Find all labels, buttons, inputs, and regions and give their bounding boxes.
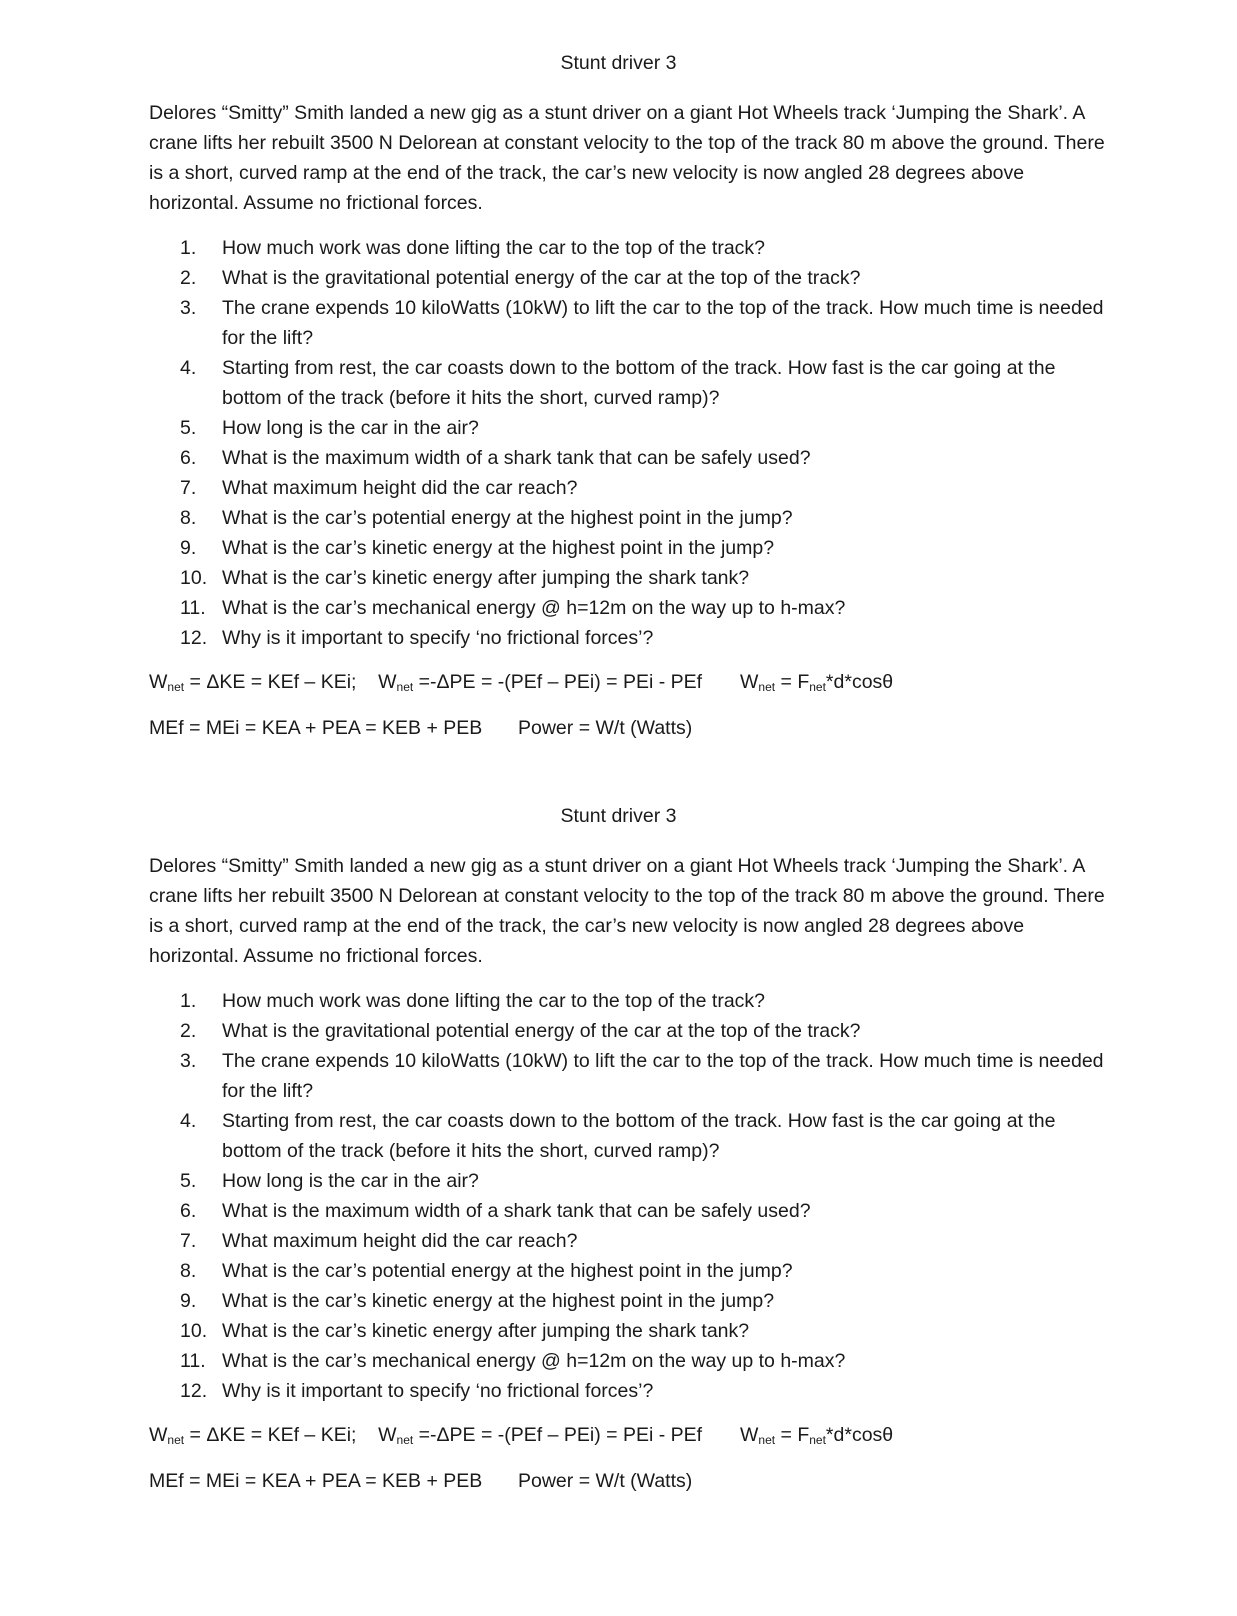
list-item: 11. What is the car’s mechanical energy @ h=12m on the way up to h-max? bbox=[180, 597, 846, 619]
list-item: 7. What maximum height did the car reach? bbox=[180, 1230, 578, 1252]
work-force-equation: $W_{net} = F_{net}*d*\cos\theta$ bbox=[740, 671, 894, 694]
list-item: 8. What is the car’s potential energy at the highest point in the jump? bbox=[180, 1260, 793, 1282]
list-item: 6. What is the maximum width of a shark tank that can be safely used? bbox=[180, 447, 811, 469]
list-item: 8. What is the car’s potential energy at the highest point in the jump? bbox=[180, 507, 793, 529]
problem-intro: Delores “Smitty” Smith landed a new gig as a stunt driver on a giant Hot Wheels track ‘Jumping the Shark’. A crane lifts her rebuilt 3500 N Delorean at constant velocity to the top of the track 80 m above the ground. There is a short, curved ramp at the end of the track, the car’s new velocity is now angled 28 degrees above horizontal. Assume no frictional forces. bbox=[149, 855, 1105, 967]
page-title: Stunt driver 3 bbox=[560, 805, 677, 827]
work-force-equation: $W_{net} = F_{net}*d*\cos\theta$ bbox=[740, 1424, 894, 1447]
list-item: 9. What is the car’s kinetic energy at the highest point in the jump? bbox=[180, 537, 775, 559]
list-item: 11. What is the car’s mechanical energy @ h=12m on the way up to h-max? bbox=[180, 1350, 846, 1372]
list-item: 7. What maximum height did the car reach? bbox=[180, 477, 578, 499]
list-item: 1. How much work was done lifting the car to the top of the track? bbox=[180, 990, 766, 1012]
work-energy-equations: $W_{net} = \Delta KE$ = KEf – KEi; $W_{net} =-\Delta PE = -(PEf - PEi)$ = PEi - PEf bbox=[149, 1424, 703, 1447]
page-title: Stunt driver 3 bbox=[560, 52, 677, 74]
mechanical-energy-equation: MEf = MEi = KEA + PEA = KEB + PEB bbox=[149, 1470, 483, 1492]
list-item: 3. The crane expends 10 kiloWatts (10kW) to lift the car to the top of the track. How much time is needed for the lift? bbox=[180, 1050, 1104, 1102]
list-item: 6. What is the maximum width of a shark tank that can be safely used? bbox=[180, 1200, 811, 1222]
list-item: 5. How long is the car in the air? bbox=[180, 417, 479, 439]
question-list bbox=[180, 986, 1110, 1406]
list-item: 12. Why is it important to specify ‘no frictional forces’? bbox=[180, 627, 654, 649]
list-item: 2. What is the gravitational potential energy of the car at the top of the track? bbox=[180, 1020, 861, 1042]
work-energy-equations: $W_{net} = \Delta KE$ = KEf – KEi; $W_{net} =-\Delta PE = -(PEf - PEi)$ = PEi - PEf bbox=[149, 671, 703, 694]
list-item: 10. What is the car’s kinetic energy after jumping the shark tank? bbox=[180, 1320, 750, 1342]
question-list bbox=[180, 233, 1110, 653]
power-equation: Power = W/t (Watts) bbox=[518, 1470, 693, 1492]
list-item: 2. What is the gravitational potential energy of the car at the top of the track? bbox=[180, 267, 861, 289]
power-equation: Power = W/t (Watts) bbox=[518, 717, 693, 739]
list-item: 12. Why is it important to specify ‘no frictional forces’? bbox=[180, 1380, 654, 1402]
list-item: 10. What is the car’s kinetic energy after jumping the shark tank? bbox=[180, 567, 750, 589]
list-item: 1. How much work was done lifting the car to the top of the track? bbox=[180, 237, 766, 259]
worksheet-section-2 bbox=[0, 803, 1237, 1492]
list-item: 4. Starting from rest, the car coasts down to the bottom of the track. How fast is the car going at the bottom of the track (before it hits the short, curved ramp)? bbox=[180, 357, 1056, 409]
list-item: 5. How long is the car in the air? bbox=[180, 1170, 479, 1192]
worksheet-section-1 bbox=[0, 50, 1237, 739]
list-item: 4. Starting from rest, the car coasts down to the bottom of the track. How fast is the car going at the bottom of the track (before it hits the short, curved ramp)? bbox=[180, 1110, 1056, 1162]
list-item: 3. The crane expends 10 kiloWatts (10kW) to lift the car to the top of the track. How much time is needed for the lift? bbox=[180, 297, 1104, 349]
problem-intro: Delores “Smitty” Smith landed a new gig as a stunt driver on a giant Hot Wheels track ‘Jumping the Shark’. A crane lifts her rebuilt 3500 N Delorean at constant velocity to the top of the track 80 m above the ground. There is a short, curved ramp at the end of the track, the car’s new velocity is now angled 28 degrees above horizontal. Assume no frictional forces. bbox=[149, 102, 1105, 214]
list-item: 9. What is the car’s kinetic energy at the highest point in the jump? bbox=[180, 1290, 775, 1312]
mechanical-energy-equation: MEf = MEi = KEA + PEA = KEB + PEB bbox=[149, 717, 483, 739]
